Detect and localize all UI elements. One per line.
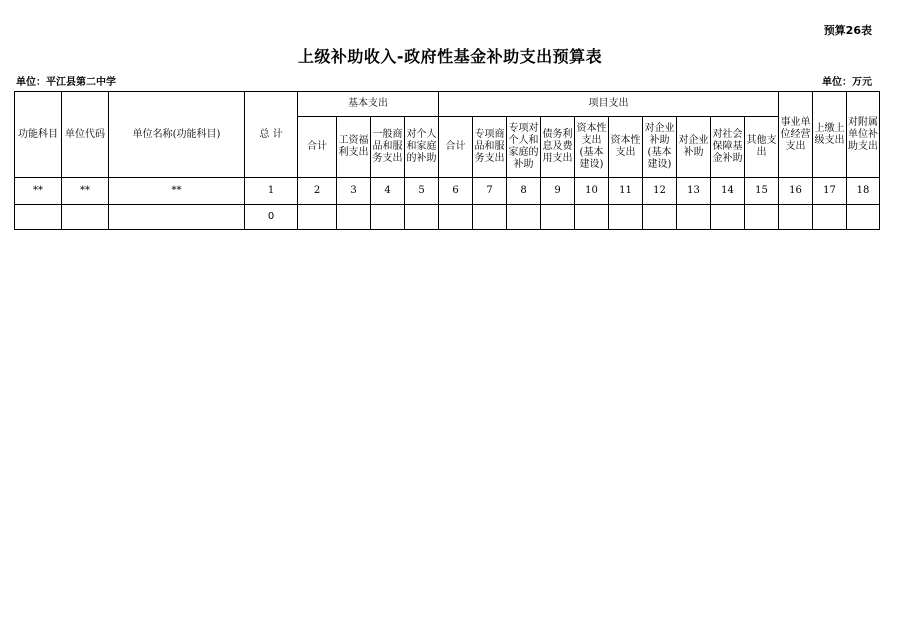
budget-table bbox=[14, 91, 880, 230]
index-cell: ** bbox=[62, 178, 109, 205]
index-cell: 8 bbox=[507, 178, 541, 205]
cell-empty bbox=[575, 205, 609, 230]
col-payment-superior: 上缴上级支出 bbox=[813, 92, 847, 178]
index-cell: 9 bbox=[541, 178, 575, 205]
index-cell: 3 bbox=[337, 178, 371, 205]
index-cell: ** bbox=[109, 178, 245, 205]
index-cell: 7 bbox=[473, 178, 507, 205]
cell-total: 0 bbox=[245, 205, 298, 230]
cell-empty bbox=[371, 205, 405, 230]
index-cell: 13 bbox=[677, 178, 711, 205]
col-wages: 工资福利支出 bbox=[337, 117, 371, 178]
cell-empty bbox=[677, 205, 711, 230]
index-cell: 2 bbox=[298, 178, 337, 205]
cell-unit-code bbox=[62, 205, 109, 230]
currency-unit-label: 单位：万元 bbox=[822, 77, 872, 88]
col-basic-total: 合计 bbox=[298, 117, 337, 178]
index-cell: 16 bbox=[779, 178, 813, 205]
col-debt-interest: 债务利息及费用支出 bbox=[541, 117, 575, 178]
cell-empty bbox=[473, 205, 507, 230]
col-individual-subsidy: 对个人和家庭的补助 bbox=[405, 117, 439, 178]
index-cell: 10 bbox=[575, 178, 609, 205]
cell-empty bbox=[643, 205, 677, 230]
cell-empty bbox=[439, 205, 473, 230]
index-cell: 14 bbox=[711, 178, 745, 205]
index-cell: 1 bbox=[245, 178, 298, 205]
col-unit-code: 单位代码 bbox=[62, 92, 109, 178]
cell-empty bbox=[711, 205, 745, 230]
cell-empty bbox=[609, 205, 643, 230]
page-title: 上级补助收入-政府性基金补助支出预算表 bbox=[297, 47, 603, 66]
cell-empty bbox=[813, 205, 847, 230]
index-cell: ** bbox=[15, 178, 62, 205]
cell-empty bbox=[779, 205, 813, 230]
col-total: 总 计 bbox=[245, 92, 298, 178]
index-cell: 5 bbox=[405, 178, 439, 205]
col-social-security: 对社会保障基金补助 bbox=[711, 117, 745, 178]
index-cell: 18 bbox=[847, 178, 880, 205]
cell-empty bbox=[541, 205, 575, 230]
col-func-subject: 功能科目 bbox=[15, 92, 62, 178]
col-special-individual: 专项对个人和家庭的补助 bbox=[507, 117, 541, 178]
cell-empty bbox=[337, 205, 371, 230]
index-cell: 15 bbox=[745, 178, 779, 205]
cell-empty bbox=[745, 205, 779, 230]
index-cell: 12 bbox=[643, 178, 677, 205]
col-capital-construction: 资本性支出(基本建设) bbox=[575, 117, 609, 178]
unit-name-label: 单位：平江县第二中学 bbox=[16, 77, 116, 88]
col-special-goods: 专项商品和服务支出 bbox=[473, 117, 507, 178]
index-cell: 17 bbox=[813, 178, 847, 205]
col-group-basic: 基本支出 bbox=[298, 92, 439, 117]
col-unit-name: 单位名称(功能科目) bbox=[109, 92, 245, 178]
cell-func-subject bbox=[15, 205, 62, 230]
col-other: 其他支出 bbox=[745, 117, 779, 178]
header-row-groups bbox=[15, 92, 880, 117]
col-enterprise-construction: 对企业补助(基本建设) bbox=[643, 117, 677, 178]
table-number: 预算26表 bbox=[823, 24, 872, 37]
col-project-total: 合计 bbox=[439, 117, 473, 178]
index-row bbox=[15, 178, 880, 205]
col-goods-services: 一般商品和服务支出 bbox=[371, 117, 405, 178]
col-capital: 资本性支出 bbox=[609, 117, 643, 178]
col-business-operation: 事业单位经营支出 bbox=[779, 92, 813, 178]
cell-unit-name bbox=[109, 205, 245, 230]
col-affiliated-subsidy: 对附属单位补助支出 bbox=[847, 92, 880, 178]
index-cell: 11 bbox=[609, 178, 643, 205]
col-enterprise: 对企业补助 bbox=[677, 117, 711, 178]
index-cell: 4 bbox=[371, 178, 405, 205]
cell-empty bbox=[405, 205, 439, 230]
table-row bbox=[15, 205, 880, 230]
cell-empty bbox=[847, 205, 880, 230]
col-group-project: 项目支出 bbox=[439, 92, 779, 117]
cell-empty bbox=[298, 205, 337, 230]
cell-empty bbox=[507, 205, 541, 230]
index-cell: 6 bbox=[439, 178, 473, 205]
